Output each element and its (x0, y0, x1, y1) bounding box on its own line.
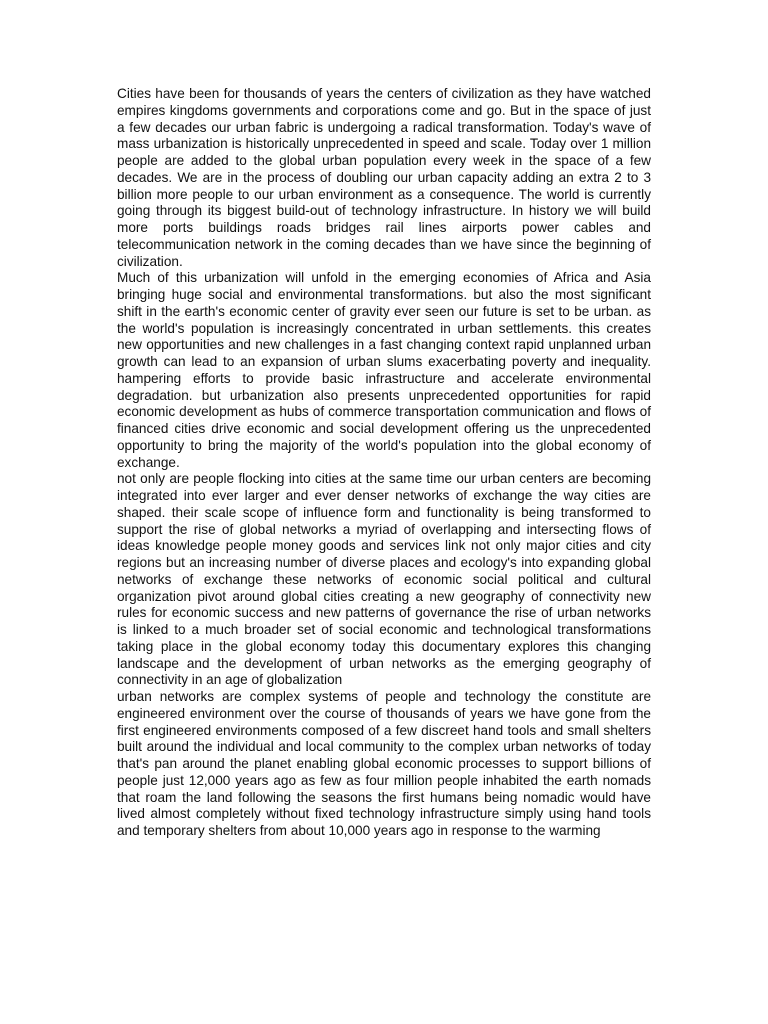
paragraph-urban-networks-systems: urban networks are complex systems of people and technology the constitute are engineered environment over the course of thousands of years we have gone from the first engineered environments composed of a few discreet hand tools and small shelters built around the individual and local community to the complex urban networks of today that's pan around the planet enabling global economic processes to support billions of people just 12,000 years ago as few as four million people inhabited the earth nomads that roam the land following the seasons the first humans being nomadic would have lived almost completely without fixed technology infrastructure simply using hand tools and temporary shelters from about 10,000 years ago in response to the warming (117, 689, 651, 838)
paragraph-emerging-economies: Much of this urbanization will unfold in the emerging economies of Africa and Asia bringing huge social and environmental transformations. but also the most significant shift in the earth's economic center of gravity ever seen our future is set to be urban. as the world's population is increasingly concentrated in urban settlements. this creates new opportunities and new challenges in a fast changing context rapid unplanned urban growth can lead to an expansion of urban slums exacerbating poverty and inequality. hampering efforts to provide basic infrastructure and accelerate environmental degradation. but urbanization also presents unprecedented opportunities for rapid economic development as hubs of commerce transportation communication and flows of financed cities drive economic and social development offering us the unprecedented opportunity to bring the majority of the world's population into the global economy of exchange. (117, 270, 651, 470)
paragraph-cities-history: Cities have been for thousands of years the centers of civilization as they have watched empires kingdoms governments and corporations come and go. But in the space of just a few decades our urban fabric is undergoing a radical transformation. Today's wave of mass urbanization is historically unprecedented in speed and scale. Today over 1 million people are added to the global urban population every week in the space of a few decades. We are in the process of doubling our urban capacity adding an extra 2 to 3 billion more people to our urban environment as a consequence. The world is currently going through its biggest build-out of technology infrastructure. In history we will build more ports buildings roads bridges rail lines airports power cables and telecommunication network in the coming decades than we have since the beginning of civilization. (117, 86, 651, 269)
paragraph-global-networks: not only are people flocking into cities at the same time our urban centers are becoming integrated into ever larger and ever denser networks of exchange the way cities are shaped. their scale scope of influence form and functionality is being transformed to support the rise of global networks a myriad of overlapping and intersecting flows of ideas knowledge people money goods and services link not only major cities and city regions but an increasing number of diverse places and ecology's into expanding global networks of exchange these networks of economic social political and cultural organization pivot around global cities creating a new geography of connectivity new rules for economic success and new patterns of governance the rise of urban networks is linked to a much broader set of social economic and technological transformations taking place in the global economy today this documentary explores this changing landscape and the development of urban networks as the emerging geography of connectivity in an age of globalization (117, 471, 651, 688)
document-page (117, 86, 651, 840)
